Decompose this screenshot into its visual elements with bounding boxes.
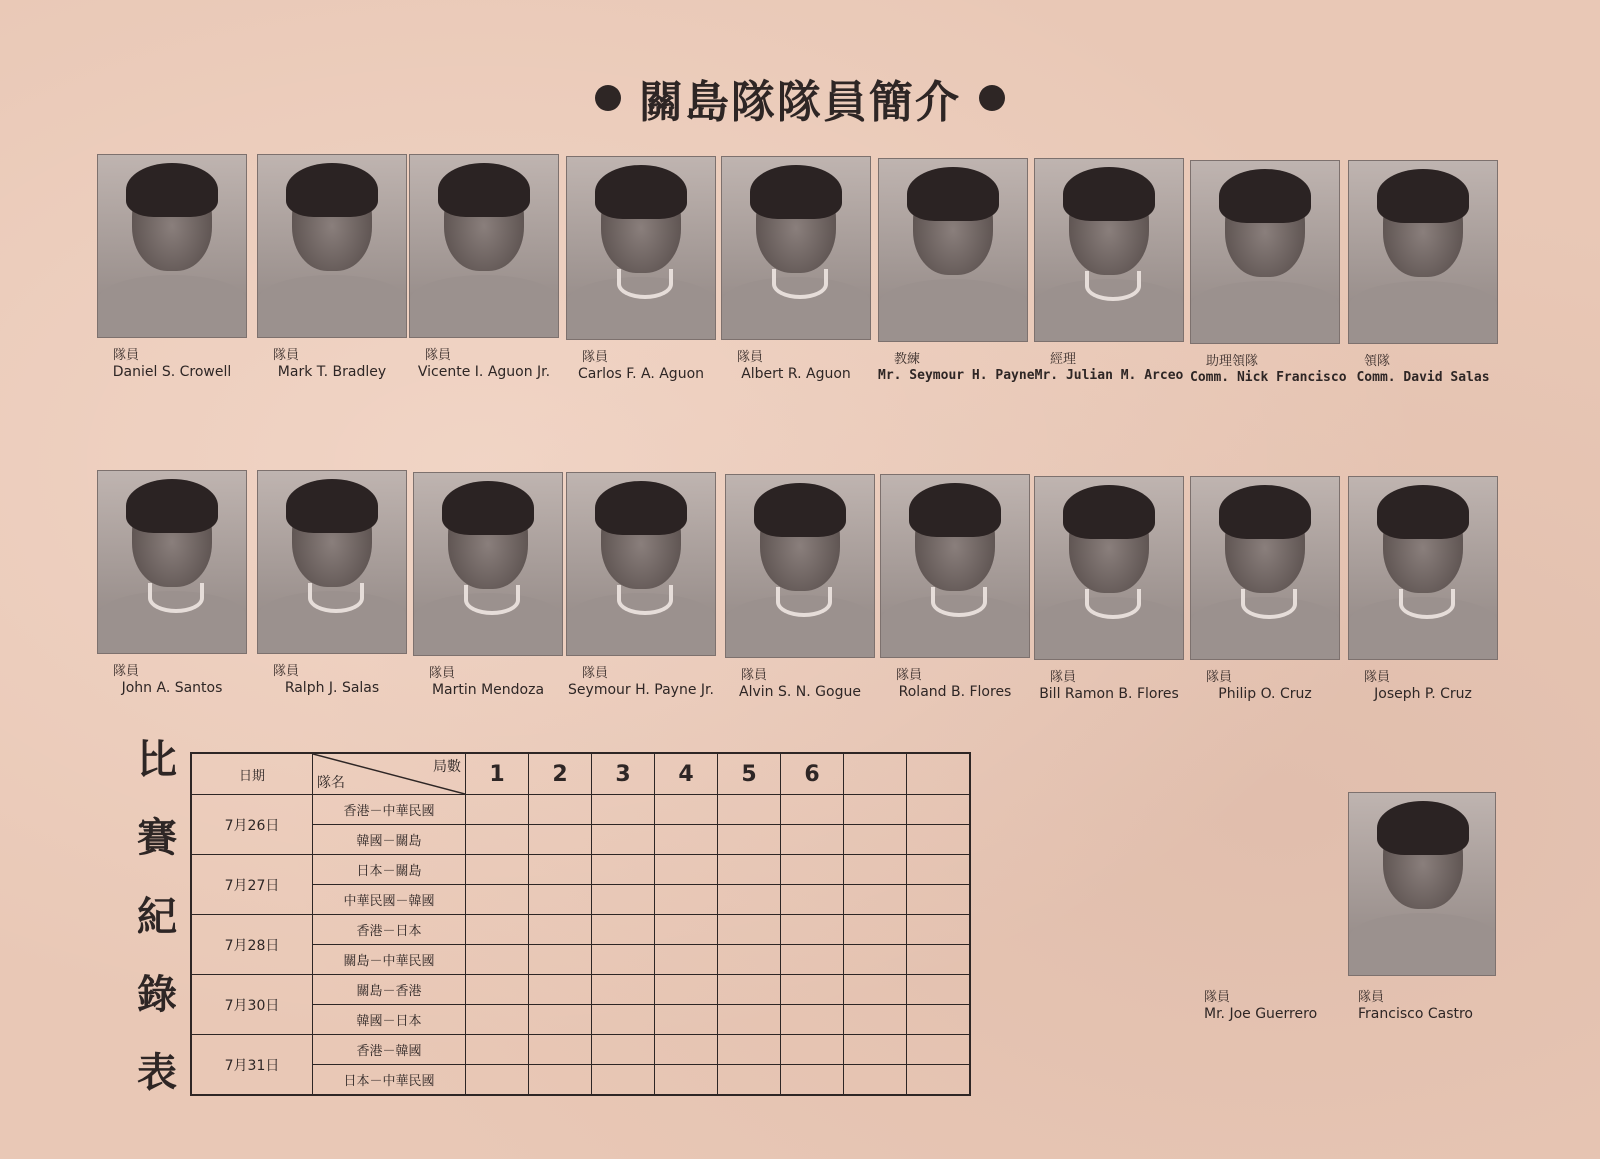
score-cell: [907, 825, 971, 855]
player-photo: [97, 154, 247, 338]
player-photo: [409, 154, 559, 338]
score-cell: [781, 975, 844, 1005]
extra-member-1: [1204, 980, 1344, 1022]
score-cell: [907, 795, 971, 825]
match-teams: 中華民國－韓國: [313, 885, 466, 915]
player-role: 隊員: [1050, 670, 1077, 685]
match-teams: 關島－香港: [313, 975, 466, 1005]
score-cell: [844, 1035, 907, 1065]
score-cell: [466, 915, 529, 945]
player-photo: [880, 474, 1030, 658]
staff-role: 領隊: [1364, 354, 1391, 369]
score-cell: [718, 1065, 781, 1096]
score-cell: [529, 1005, 592, 1035]
page-title-block: [540, 68, 1060, 128]
schedule-header-row: [191, 753, 970, 795]
score-cell: [718, 795, 781, 825]
score-cell: [466, 825, 529, 855]
score-cell: [655, 825, 718, 855]
team-header: 隊名: [317, 775, 345, 791]
score-cell: [781, 825, 844, 855]
schedule-row: [191, 915, 970, 945]
member-name: Francisco Castro: [1358, 1006, 1473, 1022]
inning-header: [844, 753, 907, 795]
score-cell: [592, 945, 655, 975]
player-card: [566, 472, 716, 698]
score-cell: [907, 915, 971, 945]
score-cell: [844, 885, 907, 915]
extra-member-2: [1358, 980, 1508, 1022]
score-cell: [781, 945, 844, 975]
score-cell: [466, 975, 529, 1005]
player-photo: [1034, 476, 1184, 660]
player-card: [725, 474, 875, 700]
match-teams: 關島－中華民國: [313, 945, 466, 975]
score-cell: [592, 825, 655, 855]
player-role: 隊員: [113, 664, 140, 679]
match-date: 7月28日: [191, 915, 313, 975]
score-cell: [466, 1065, 529, 1096]
score-cell: [907, 1065, 971, 1096]
match-teams: 香港－日本: [313, 915, 466, 945]
score-cell: [844, 825, 907, 855]
score-cell: [718, 855, 781, 885]
score-cell: [466, 1035, 529, 1065]
score-cell: [844, 915, 907, 945]
score-cell: [592, 1035, 655, 1065]
player-name: Alvin S. N. Gogue: [739, 684, 861, 700]
player-role: 隊員: [896, 668, 923, 683]
inning-header: 2: [529, 753, 592, 795]
schedule-row: [191, 855, 970, 885]
score-cell: [907, 1035, 971, 1065]
score-cell: [718, 825, 781, 855]
player-card: [257, 470, 407, 696]
player-photo: [97, 470, 247, 654]
player-name: Mark T. Bradley: [277, 364, 387, 380]
player-photo: [1348, 476, 1498, 660]
score-cell: [655, 795, 718, 825]
player-card: [97, 470, 247, 696]
player-name: Carlos F. A. Aguon: [577, 366, 705, 382]
match-teams: 日本－中華民國: [313, 1065, 466, 1096]
score-cell: [529, 1065, 592, 1096]
player-photo: [257, 154, 407, 338]
manager-photo: [1034, 158, 1184, 342]
score-cell: [781, 1035, 844, 1065]
score-cell: [718, 975, 781, 1005]
player-photo: [725, 474, 875, 658]
member-name: Mr. Joe Guerrero: [1204, 1006, 1318, 1022]
player-card: [1034, 476, 1184, 702]
score-cell: [529, 855, 592, 885]
inning-header: 1: [466, 753, 529, 795]
staff-photo: [1348, 792, 1494, 974]
player-role: 隊員: [582, 666, 609, 681]
schedule-table: [190, 752, 971, 1096]
player-name: John A. Santos: [121, 680, 223, 696]
score-cell: [529, 825, 592, 855]
score-cell: [655, 1065, 718, 1096]
player-name: Daniel S. Crowell: [112, 364, 232, 380]
score-cell: [529, 1035, 592, 1065]
leader-card: [1348, 160, 1498, 385]
score-cell: [466, 885, 529, 915]
manager-card: [1034, 158, 1184, 383]
player-photo: [413, 472, 563, 656]
staff-role: 教練: [894, 352, 921, 367]
player-photo: [721, 156, 871, 340]
page-title: 關島隊隊員簡介: [639, 77, 961, 128]
score-cell: [592, 1065, 655, 1096]
score-cell: [718, 885, 781, 915]
player-role: 隊員: [113, 348, 140, 363]
player-card: [1190, 476, 1340, 702]
bullet-dot-right: [979, 85, 1005, 111]
score-cell: [592, 885, 655, 915]
leader-photo: [1348, 160, 1498, 344]
player-card: [257, 154, 407, 380]
score-cell: [781, 885, 844, 915]
score-cell: [781, 1065, 844, 1096]
side-title-char: 比: [137, 737, 177, 783]
player-photo: [566, 156, 716, 340]
score-cell: [655, 1005, 718, 1035]
player-role: 隊員: [582, 350, 609, 365]
player-role: 隊員: [273, 348, 300, 363]
schedule-side-title: [132, 728, 182, 1098]
score-cell: [718, 915, 781, 945]
player-role: 隊員: [1206, 670, 1233, 685]
staff-name: Comm. David Salas: [1356, 370, 1490, 385]
match-date: 7月30日: [191, 975, 313, 1035]
match-teams: 韓國－日本: [313, 1005, 466, 1035]
score-cell: [844, 1005, 907, 1035]
score-cell: [781, 795, 844, 825]
player-name: Martin Mendoza: [431, 682, 545, 698]
score-cell: [844, 975, 907, 1005]
score-cell: [466, 795, 529, 825]
bullet-dot-left: [595, 85, 621, 111]
score-cell: [907, 975, 971, 1005]
schedule-row: [191, 795, 970, 825]
staff-role: 助理領隊: [1206, 354, 1259, 369]
score-cell: [466, 1005, 529, 1035]
score-cell: [844, 945, 907, 975]
score-cell: [844, 855, 907, 885]
match-date: 7月27日: [191, 855, 313, 915]
player-card: [409, 154, 559, 380]
score-cell: [529, 795, 592, 825]
player-name: Albert R. Aguon: [741, 366, 851, 382]
player-card: [1348, 476, 1498, 702]
match-teams: 韓國－關島: [313, 825, 466, 855]
player-name: Bill Ramon B. Flores: [1039, 686, 1179, 702]
score-cell: [655, 945, 718, 975]
member-role: 隊員: [1358, 990, 1385, 1005]
player-card: [721, 156, 871, 382]
score-cell: [592, 1005, 655, 1035]
score-cell: [844, 795, 907, 825]
player-card: [413, 472, 563, 698]
score-cell: [592, 975, 655, 1005]
score-cell: [655, 1035, 718, 1065]
score-cell: [718, 945, 781, 975]
inning-header: 6: [781, 753, 844, 795]
score-cell: [907, 855, 971, 885]
score-cell: [529, 975, 592, 1005]
player-card: [880, 474, 1030, 700]
assistant-leader-card: [1190, 160, 1347, 385]
date-header: 日期: [191, 753, 313, 795]
score-cell: [655, 885, 718, 915]
score-cell: [781, 915, 844, 945]
schedule-row: [191, 975, 970, 1005]
score-cell: [466, 945, 529, 975]
side-title-char: 紀: [137, 893, 177, 940]
player-name: Vicente I. Aguon Jr.: [417, 364, 551, 380]
match-teams: 香港－韓國: [313, 1035, 466, 1065]
score-cell: [529, 915, 592, 945]
staff-name: Mr. Julian M. Arceo: [1034, 368, 1184, 383]
staff-role: 經理: [1050, 352, 1077, 367]
player-role: 隊員: [741, 668, 768, 683]
inning-header: 4: [655, 753, 718, 795]
score-cell: [466, 855, 529, 885]
score-cell: [655, 915, 718, 945]
match-teams: 香港－中華民國: [313, 795, 466, 825]
schedule-row: [191, 1035, 970, 1065]
score-cell: [529, 945, 592, 975]
member-role: 隊員: [1204, 990, 1231, 1005]
player-role: 隊員: [737, 350, 764, 365]
score-cell: [718, 1005, 781, 1035]
score-cell: [907, 885, 971, 915]
score-cell: [718, 1035, 781, 1065]
score-cell: [655, 855, 718, 885]
score-cell: [592, 855, 655, 885]
player-name: Joseph P. Cruz: [1374, 686, 1472, 702]
inning-header: [907, 753, 971, 795]
player-role: 隊員: [1364, 670, 1391, 685]
match-date: 7月31日: [191, 1035, 313, 1096]
coach-card: [878, 158, 1035, 383]
player-name: Philip O. Cruz: [1218, 686, 1312, 702]
coach-photo: [878, 158, 1028, 342]
player-name: Ralph J. Salas: [284, 680, 380, 696]
inning-header: 3: [592, 753, 655, 795]
side-title-char: 表: [137, 1050, 177, 1096]
assistant-leader-photo: [1190, 160, 1340, 344]
player-card: [566, 156, 716, 382]
innings-header: 局數: [433, 759, 461, 775]
staff-name: Mr. Seymour H. Payne: [878, 368, 1035, 383]
match-date: 7月26日: [191, 795, 313, 855]
match-teams: 日本－關島: [313, 855, 466, 885]
side-title-char: 賽: [137, 815, 177, 862]
score-cell: [592, 915, 655, 945]
player-card: [97, 154, 247, 380]
score-cell: [655, 975, 718, 1005]
player-role: 隊員: [429, 666, 456, 681]
inning-header: 5: [718, 753, 781, 795]
score-cell: [781, 1005, 844, 1035]
staff-name: Comm. Nick Francisco: [1190, 370, 1347, 385]
player-photo: [1190, 476, 1340, 660]
player-name: Seymour H. Payne Jr.: [568, 682, 714, 698]
score-cell: [592, 795, 655, 825]
player-photo: [566, 472, 716, 656]
team-innings-header: [313, 753, 466, 795]
side-title-char: 錄: [137, 971, 177, 1018]
score-cell: [844, 1065, 907, 1096]
score-cell: [529, 885, 592, 915]
score-cell: [781, 855, 844, 885]
player-role: 隊員: [273, 664, 300, 679]
score-cell: [907, 945, 971, 975]
player-role: 隊員: [425, 348, 452, 363]
player-name: Roland B. Flores: [898, 684, 1012, 700]
score-cell: [907, 1005, 971, 1035]
player-photo: [257, 470, 407, 654]
